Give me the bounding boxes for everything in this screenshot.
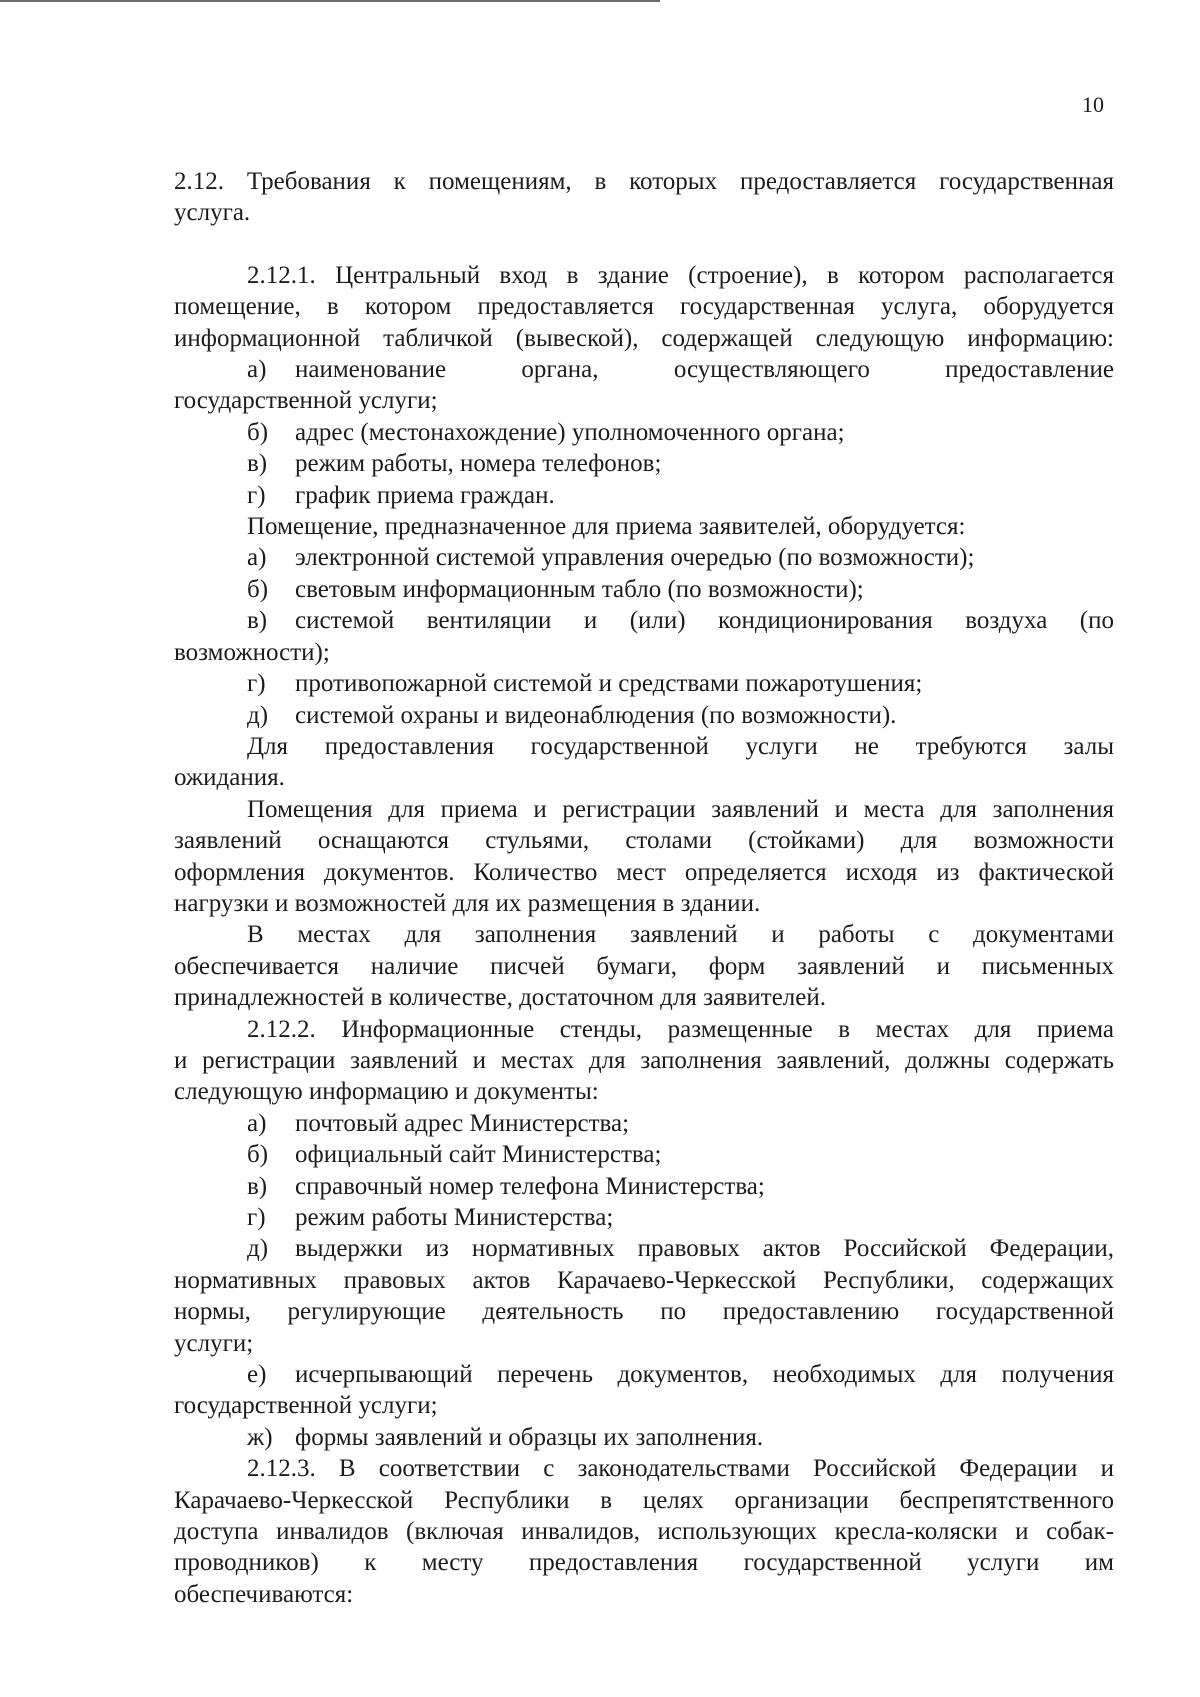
list-item xyxy=(174,1108,1114,1139)
list-letter: а) xyxy=(247,356,267,384)
paragraph-line: Помещения для приема и регистрации заявлений и места для заполнения xyxy=(247,795,1114,823)
list-letter: а) xyxy=(247,544,267,572)
list-letter: в) xyxy=(247,450,268,478)
list-item xyxy=(174,354,1114,385)
list-item-text: режим работы Министерства; xyxy=(295,1204,614,1231)
list-item-text: наименование органа, осуществляющего предоставление xyxy=(295,356,1114,384)
list-item xyxy=(174,417,1114,448)
list-letter: д) xyxy=(247,701,269,729)
paragraph-line: принадлежностей в количестве, достаточном для заявителей. xyxy=(174,984,827,1012)
list-item xyxy=(174,1359,1114,1390)
list-item xyxy=(174,605,1114,636)
list-letter: б) xyxy=(247,575,269,603)
paragraph-line: обеспечиваются: xyxy=(174,1580,354,1608)
paragraph-line: проводников) к месту предоставления государственной услуги им xyxy=(174,1549,1114,1577)
list-item xyxy=(174,480,1114,511)
list-item xyxy=(174,1171,1114,1202)
paragraph-line: нагрузки и возможностей для их размещения в здании. xyxy=(174,889,761,917)
list-letter: б) xyxy=(247,1141,269,1169)
list-item-continuation: услуги; xyxy=(174,1329,254,1357)
list-item-continuation: нормативных правовых актов Карачаево-Черкесской Республики, содержащих xyxy=(174,1266,1114,1294)
list-letter: а) xyxy=(247,1109,267,1137)
list-letter: г) xyxy=(247,481,266,509)
paragraph-line: помещение, в котором предоставляется государственная услуга, оборудуется xyxy=(174,293,1114,321)
list-item xyxy=(174,448,1114,479)
paragraph-line: 2.12.3. В соответствии с законодательствами Российской Федерации и xyxy=(247,1455,1114,1483)
paragraph-line: заявлений оснащаются стульями, столами (стойками) для возможности xyxy=(174,827,1114,855)
paragraph-line: Помещение, предназначенное для приема заявителей, оборудуется: xyxy=(247,513,966,541)
list-item-continuation: государственной услуги; xyxy=(174,1392,438,1420)
list-item xyxy=(174,1139,1114,1170)
list-item-text: официальный сайт Министерства; xyxy=(295,1141,662,1169)
list-item-text: режим работы, номера телефонов; xyxy=(295,450,662,478)
paragraph-line: следующую информацию и документы: xyxy=(174,1078,599,1106)
list-item-text: формы заявлений и образцы их заполнения. xyxy=(295,1423,764,1451)
list-item-text: адрес (местонахождение) уполномоченного органа; xyxy=(295,418,845,446)
list-item-text: противопожарной системой и средствами пожаротушения; xyxy=(295,670,923,698)
list-item-text: выдержки из нормативных правовых актов Российской Федерации, xyxy=(295,1235,1114,1263)
scan-edge-line xyxy=(0,0,660,2)
document-body xyxy=(174,166,1114,1610)
list-item-text: почтовый адрес Министерства; xyxy=(295,1109,630,1137)
list-letter: в) xyxy=(247,1172,268,1200)
paragraph-line: 2.12.2. Информационные стенды, размещенные в местах для приема xyxy=(247,1015,1114,1043)
list-item-text: справочный номер телефона Министерства; xyxy=(295,1172,765,1200)
list-letter: г) xyxy=(247,1204,266,1231)
list-item-text: световым информационным табло (по возможности); xyxy=(295,575,864,603)
list-item-continuation: нормы, регулирующие деятельность по предоставлению государственной xyxy=(174,1298,1114,1326)
section-heading-line: услуга. xyxy=(174,199,251,227)
paragraph-line: доступа инвалидов (включая инвалидов, использующих кресла-коляски и собак- xyxy=(174,1518,1114,1546)
paragraph-line: ожидания. xyxy=(174,764,285,792)
paragraph-line: обеспечивается наличие писчей бумаги, форм заявлений и письменных xyxy=(174,952,1114,980)
list-letter: в) xyxy=(247,607,268,635)
list-item-text: график приема граждан. xyxy=(295,481,555,509)
list-item xyxy=(174,700,1114,731)
paragraph-line: информационной табличкой (вывеской), содержащей следующую информацию: xyxy=(174,324,1114,352)
list-letter: ж) xyxy=(247,1423,273,1451)
list-letter: б) xyxy=(247,418,269,446)
list-item xyxy=(174,668,1114,699)
paragraph-line: 2.12.1. Центральный вход в здание (строение), в котором располагается xyxy=(247,261,1114,289)
list-item-text: электронной системой управления очередью (по возможности); xyxy=(295,544,975,572)
paragraph-line: Для предоставления государственной услуги не требуются залы xyxy=(247,732,1114,760)
list-letter: г) xyxy=(247,670,266,698)
list-item xyxy=(174,1422,1114,1453)
list-item xyxy=(174,574,1114,605)
paragraph-line: оформления документов. Количество мест определяется исходя из фактической xyxy=(174,858,1114,886)
list-item xyxy=(174,1233,1114,1264)
list-letter: е) xyxy=(247,1361,267,1389)
list-item xyxy=(174,542,1114,573)
list-item xyxy=(174,1202,1114,1233)
paragraph-line: В местах для заполнения заявлений и работы с документами xyxy=(247,921,1114,949)
list-item-text: системой вентиляции и (или) кондиционирования воздуха (по xyxy=(295,607,1114,635)
list-letter: д) xyxy=(247,1235,269,1263)
list-item-text: исчерпывающий перечень документов, необходимых для получения xyxy=(295,1361,1114,1389)
paragraph-line: и регистрации заявлений и местах для заполнения заявлений, должны содержать xyxy=(174,1046,1114,1074)
list-item-continuation: возможности); xyxy=(174,638,330,666)
list-item-continuation: государственной услуги; xyxy=(174,387,438,415)
paragraph-line: Карачаево-Черкесской Республики в целях организации беспрепятственного xyxy=(174,1486,1114,1514)
list-item-text: системой охраны и видеонаблюдения (по возможности). xyxy=(295,701,897,729)
section-heading-line: 2.12. Требования к помещениям, в которых предоставляется государственная xyxy=(174,168,1114,195)
page-number: 10 xyxy=(1082,92,1104,117)
